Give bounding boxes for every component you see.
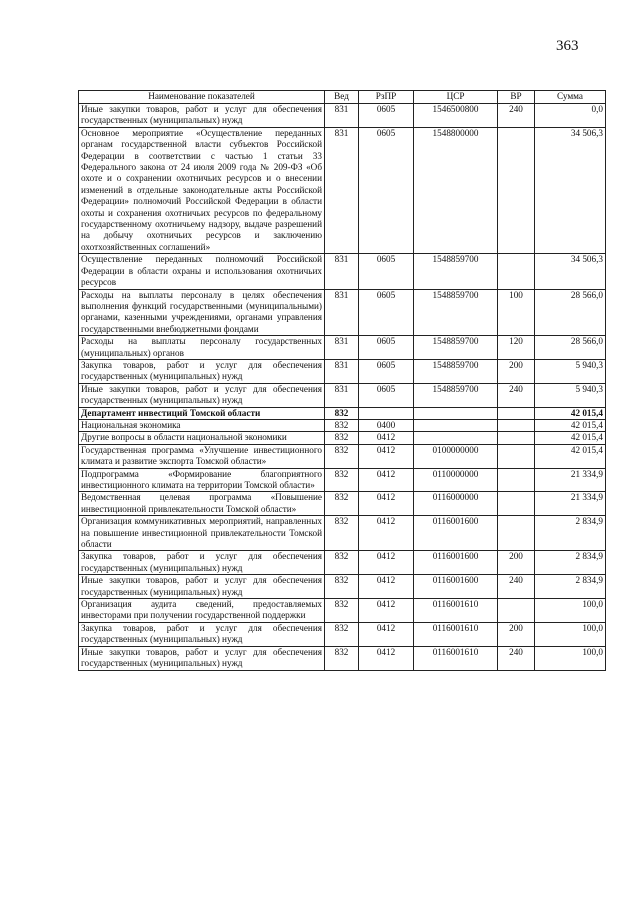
cell-ved: 831 [325,254,359,289]
cell-name: Основное мероприятие «Осуществление переданных органам государственной власти субъектов Российской Федерации в соответствии с частью 1 статьи 33 Федерального закона от 24 июля 2009 года № 209-ФЗ «Об охоте и о сохранении охотничьих ресурсов и о внесении изменений в отдельные законодательные акты Российской Федерации» полномочий Российской Федерации в области охоты и сохранения охотничьих ресурсов по федеральному государственному охотничьему надзору, выдаче разрешений на добычу охотничьих ресурсов и заключению охотхозяйственных соглашений» [79,127,325,253]
cell-vr: 240 [498,646,535,670]
cell-rzpr: 0412 [359,599,414,623]
cell-csr: 1548859700 [414,289,498,336]
cell-name: Закупка товаров, работ и услуг для обеспечения государственных (муниципальных) нужд [79,359,325,383]
table-row [79,492,606,516]
cell-vr [498,432,535,444]
cell-csr: 0116001610 [414,599,498,623]
cell-ved: 831 [325,289,359,336]
cell-csr: 1548859700 [414,336,498,360]
cell-rzpr: 0412 [359,432,414,444]
cell-csr: 0116000000 [414,492,498,516]
header-csr: ЦСР [414,91,498,104]
cell-vr: 200 [498,622,535,646]
cell-ved: 832 [325,622,359,646]
table-row [79,516,606,551]
cell-name: Иные закупки товаров, работ и услуг для обеспечения государственных (муниципальных) нужд [79,646,325,670]
cell-name: Подпрограмма «Формирование благоприятного инвестиционного климата на территории Томской области» [79,468,325,492]
cell-rzpr: 0412 [359,468,414,492]
cell-ved: 831 [325,127,359,253]
cell-sum: 42 015,4 [535,407,606,419]
cell-name: Осуществление переданных полномочий Российской Федерации в области охраны и использования охотничьих ресурсов [79,254,325,289]
cell-ved: 832 [325,516,359,551]
cell-sum: 28 566,0 [535,336,606,360]
cell-rzpr: 0412 [359,516,414,551]
header-sum: Сумма [535,91,606,104]
cell-vr: 200 [498,551,535,575]
table-row [79,127,606,253]
header-rzpr: РзПР [359,91,414,104]
cell-csr: 0110000000 [414,468,498,492]
table-row [79,383,606,407]
cell-csr: 1548859700 [414,383,498,407]
cell-rzpr: 0412 [359,551,414,575]
cell-vr [498,599,535,623]
cell-sum: 100,0 [535,622,606,646]
cell-rzpr: 0605 [359,336,414,360]
cell-csr: 0100000000 [414,444,498,468]
cell-sum: 5 940,3 [535,359,606,383]
table-row [79,551,606,575]
table-row [79,575,606,599]
cell-sum: 5 940,3 [535,383,606,407]
cell-ved: 831 [325,383,359,407]
cell-sum: 42 015,4 [535,432,606,444]
cell-rzpr: 0605 [359,359,414,383]
table-row [79,336,606,360]
cell-vr: 240 [498,104,535,128]
cell-sum: 34 506,3 [535,254,606,289]
cell-name: Организация коммуникативных мероприятий, направленных на повышение инвестиционной привлекательности Томской области [79,516,325,551]
cell-name: Закупка товаров, работ и услуг для обеспечения государственных (муниципальных) нужд [79,551,325,575]
cell-name: Ведомственная целевая программа «Повышение инвестиционной привлекательности Томской области» [79,492,325,516]
cell-ved: 832 [325,646,359,670]
cell-csr: 0116001600 [414,551,498,575]
cell-ved: 832 [325,492,359,516]
cell-vr: 200 [498,359,535,383]
cell-name: Расходы на выплаты персоналу государственных (муниципальных) органов [79,336,325,360]
cell-sum: 34 506,3 [535,127,606,253]
table-row [79,254,606,289]
cell-sum: 2 834,9 [535,575,606,599]
cell-vr [498,407,535,419]
cell-name: Департамент инвестиций Томской области [79,407,325,419]
cell-rzpr [359,407,414,419]
cell-vr [498,492,535,516]
table-row [79,622,606,646]
table-row [79,468,606,492]
cell-sum: 0,0 [535,104,606,128]
cell-name: Расходы на выплаты персоналу в целях обеспечения выполнения функций государственными (муниципальными) органами, казенными учреждениями, органами управления государственными внебюджетными фондами [79,289,325,336]
cell-name: Государственная программа «Улучшение инвестиционного климата и развитие экспорта Томской области» [79,444,325,468]
cell-vr [498,419,535,431]
table-row [79,599,606,623]
cell-ved: 832 [325,407,359,419]
cell-sum: 21 334,9 [535,492,606,516]
cell-ved: 832 [325,444,359,468]
cell-csr: 1548800000 [414,127,498,253]
cell-sum: 2 834,9 [535,516,606,551]
cell-sum: 42 015,4 [535,419,606,431]
table-row [79,407,606,419]
table-row [79,646,606,670]
header-name: Наименование показателей [79,91,325,104]
cell-csr: 0116001610 [414,622,498,646]
cell-vr [498,516,535,551]
cell-name: Организация аудита сведений, предоставляемых инвесторами при получении государственной поддержки [79,599,325,623]
cell-csr [414,407,498,419]
cell-sum: 21 334,9 [535,468,606,492]
cell-rzpr: 0605 [359,254,414,289]
cell-ved: 832 [325,419,359,431]
cell-rzpr: 0605 [359,104,414,128]
table-header-row [79,91,606,104]
cell-rzpr: 0412 [359,444,414,468]
cell-ved: 832 [325,468,359,492]
cell-sum: 100,0 [535,646,606,670]
header-ved: Вед [325,91,359,104]
table-row [79,104,606,128]
cell-name: Закупка товаров, работ и услуг для обеспечения государственных (муниципальных) нужд [79,622,325,646]
cell-sum: 42 015,4 [535,444,606,468]
table-row [79,419,606,431]
budget-table [78,90,606,671]
cell-rzpr: 0412 [359,646,414,670]
cell-csr [414,432,498,444]
cell-ved: 831 [325,104,359,128]
cell-ved: 831 [325,359,359,383]
cell-csr: 1548859700 [414,359,498,383]
cell-csr: 1548859700 [414,254,498,289]
cell-name: Иные закупки товаров, работ и услуг для обеспечения государственных (муниципальных) нужд [79,104,325,128]
cell-rzpr: 0412 [359,492,414,516]
cell-vr: 240 [498,383,535,407]
cell-name: Национальная экономика [79,419,325,431]
cell-csr [414,419,498,431]
cell-rzpr: 0605 [359,289,414,336]
cell-ved: 832 [325,599,359,623]
cell-ved: 832 [325,432,359,444]
cell-name: Другие вопросы в области национальной экономики [79,432,325,444]
cell-csr: 0116001610 [414,646,498,670]
cell-ved: 832 [325,551,359,575]
cell-ved: 831 [325,336,359,360]
header-vr: ВР [498,91,535,104]
cell-name: Иные закупки товаров, работ и услуг для обеспечения государственных (муниципальных) нужд [79,383,325,407]
table-row [79,432,606,444]
cell-vr: 120 [498,336,535,360]
cell-vr: 100 [498,289,535,336]
cell-vr [498,444,535,468]
table-row [79,359,606,383]
cell-sum: 2 834,9 [535,551,606,575]
table-row [79,289,606,336]
cell-csr: 1546500800 [414,104,498,128]
cell-vr: 240 [498,575,535,599]
cell-vr [498,254,535,289]
cell-rzpr: 0412 [359,622,414,646]
cell-rzpr: 0400 [359,419,414,431]
cell-name: Иные закупки товаров, работ и услуг для обеспечения государственных (муниципальных) нужд [79,575,325,599]
cell-csr: 0116001600 [414,575,498,599]
cell-vr [498,127,535,253]
cell-rzpr: 0605 [359,383,414,407]
cell-vr [498,468,535,492]
cell-sum: 100,0 [535,599,606,623]
page-number: 363 [556,38,579,54]
cell-ved: 832 [325,575,359,599]
cell-csr: 0116001600 [414,516,498,551]
table-row [79,444,606,468]
cell-rzpr: 0412 [359,575,414,599]
cell-sum: 28 566,0 [535,289,606,336]
cell-rzpr: 0605 [359,127,414,253]
